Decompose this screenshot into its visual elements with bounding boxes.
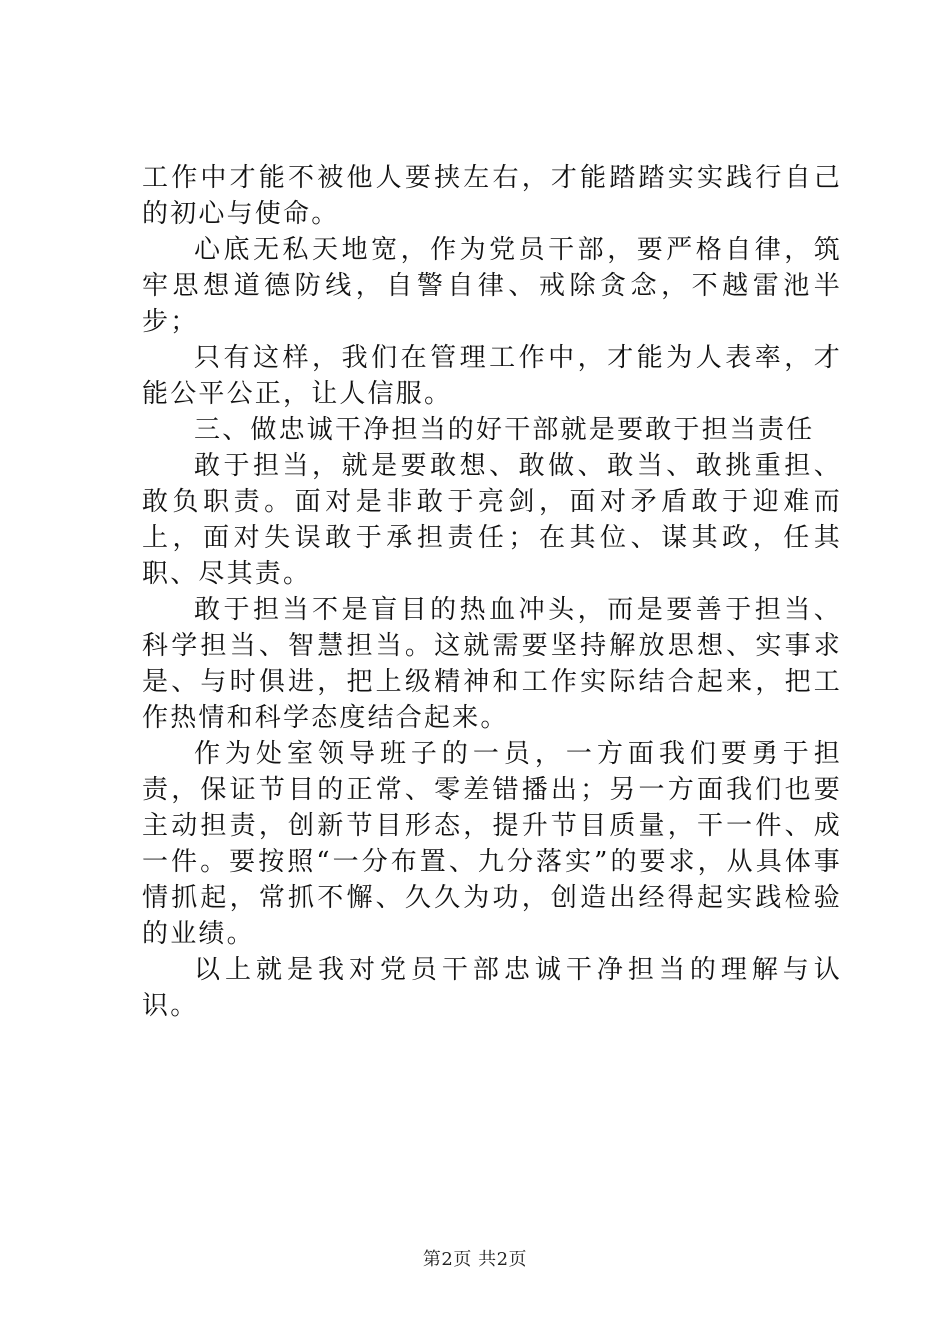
section-heading: 三、做忠诚干净担当的好干部就是要敢于担当责任 bbox=[194, 415, 815, 445]
page-number-footer: 第2页 共2页 bbox=[422, 1249, 528, 1270]
paragraph-3: 只有这样，我们在管理工作中，才能为人表率，才能公平公正，让人信服。 bbox=[142, 343, 842, 409]
paragraph-1: 工作中才能不被他人要挟左右，才能踏踏实实践行自己的初心与使命。 bbox=[142, 163, 842, 229]
document-body bbox=[142, 160, 842, 1024]
paragraph-7: 作为处室领导班子的一员，一方面我们要勇于担责，保证节目的正常、零差错播出；另一方面我们也要主动担责，创新节目形态，提升节目质量，干一件、成一件。要按照“一分布置、九分落实”的要求，从具体事情抓起，常抓不懈、久久为功，创造出经得起实践检验的业绩。 bbox=[142, 739, 842, 949]
paragraph-5: 敢于担当，就是要敢想、敢做、敢当、敢挑重担、敢负职责。面对是非敢于亮剑，面对矛盾敢于迎难而上，面对失误敢于承担责任；在其位、谋其政，任其职、尽其责。 bbox=[142, 451, 842, 589]
paragraph-8: 以上就是我对党员干部忠诚干净担当的理解与认识。 bbox=[142, 955, 842, 1021]
paragraph-6: 敢于担当不是盲目的热血冲头，而是要善于担当、科学担当、智慧担当。这就需要坚持解放思想、实事求是、与时俱进，把上级精神和工作实际结合起来，把工作热情和科学态度结合起来。 bbox=[142, 595, 842, 733]
paragraph-2: 心底无私天地宽，作为党员干部，要严格自律，筑牢思想道德防线，自警自律、戒除贪念，不越雷池半步； bbox=[142, 235, 842, 337]
